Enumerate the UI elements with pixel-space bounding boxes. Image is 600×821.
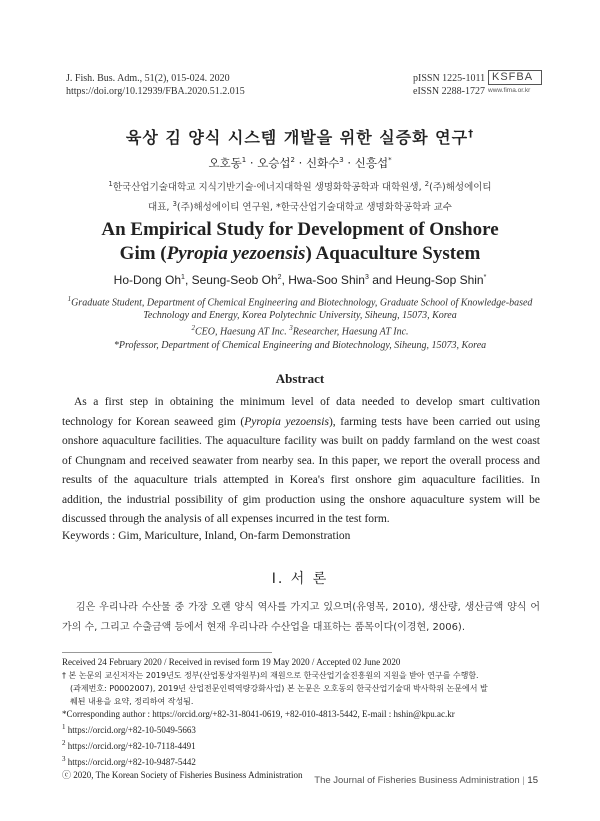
aff-line: Researcher, Haesung AT Inc. [292,326,409,338]
aff-line: 대표, [148,202,173,214]
site-url[interactable]: www.fima.or.kr [488,87,531,94]
orcid-link[interactable]: https://orcid.org/+82-10-5049-5663 [67,725,196,735]
corresponding-author: *Corresponding author : https://orcid.org/+82-31-8041-0619, +82-010-4813-5442, E-mail : hshin@kpu.ac.kr [62,709,455,719]
title-line: An Empirical Study for Development of Onshore [101,219,499,240]
author-sup: 2 [290,156,295,165]
korean-affiliations: $^1$한국산업기술대학교 지식기반기술·에너지대학원 생명화학공학과 대학원생, $^2$(주)해성에이티 대표, $^3$(주)해성에이티 연구원, *한국산업기술대학교 생명화학공학과 교수 [108,180,492,214]
english-authors: Ho-Dong Oh$^1$, Seung-Seob Oh$^2$, Hwa-Soo Shin$^3$ and Heung-Sop Shin* [113,273,487,287]
funding-note: (과제번호: P0002007), 2019년 산업전문인력역량강화사업) 본 논문은 오호동의 한국산업기술대 박사학위 논문에서 발 [70,684,488,693]
footnotes: Received 24 February 2020 / Received in revised form 19 May 2020 / Accepted 02 June 2020 † 본 논문의 교신저자는 2019년도 정부(산업통상자원부)의 재원으로 한국산업기술진흥원의 지원을 받아 연구를 수행함. (과제번호: P0002007), 2019년 산업전문인력역량강화사업) 본 논문은 오호동의 한국산업기술대 박사학위 논문에서 발 췌된 내용을 요약, 정리하여 작성됨. *Corresponding author : https://orcid.org/+82-31-8041-0619, +82-010-4813-5442, E-mail : hshin@kpu.ac.kr $^1$ https://orcid.org/+82-10-5049-5663 $^2$ https://orcid.org/+82-10-7118-4491 $^3$ https://orcid.org/+82-10-9487-5442 ⓒ 2020, The Korean Society of Fisheries Business Administration [62,656,542,782]
aff-line: 한국산업기술대학교 지식기반기술·에너지대학원 생명화학공학과 대학원생, [112,182,425,194]
title-line [0,242,600,266]
author-name: Ho-Dong Oh [113,273,182,287]
korean-authors: 오호동$^1$ · 오승섭$^2$ · 신화수$^3$ · 신흥섭* [208,156,392,170]
aff-line: Technology and Energy, Korea Polytechnic University, Siheung, 15073, Korea [143,310,457,322]
abstract-text [62,393,540,530]
english-affiliations: $^1$Graduate Student, Department of Chemical Engineering and Biotechnology, Graduate School of Knowledge-based Technology and Energy, Korea Polytechnic University, Siheung, 15073, Korea $^2$CEO, Haesung AT Inc. $^3$Researcher, Haesung AT Inc. *Professor, Department of Chemical Engineering and Biotechnology, Siheung, 15073, Korea [40,293,560,352]
author-name: 신흥섭 [354,156,389,170]
title-dagger: † [468,128,475,140]
keywords: Keywords : Gim, Mariculture, Inland, On-farm Demonstration [62,530,351,542]
page-footer: The Journal of Fisheries Business Administration | 15 [314,775,538,786]
page-number: 15 [527,775,538,786]
received-dates: Received 24 February 2020 / Received in revised form 19 May 2020 / Accepted 02 June 2020 [62,657,401,667]
footnote-divider [62,652,272,653]
author-sup: * [388,156,392,165]
journal-ref: J. Fish. Bus. Adm., 51(2), 015-024. 2020 [66,73,230,84]
species-name: Pyropia yezoensis [166,243,306,264]
aff-line: (주)해성에이티 연구원, *한국산업기술대학교 생명화학공학과 교수 [176,202,452,214]
issn-block [413,72,485,98]
copyright: ⓒ 2020, The Korean Society of Fisheries Business Administration [62,770,303,780]
author-name: 오호동 [208,156,242,170]
author-name: 오승섭 [257,156,291,170]
title-part: ) Aquaculture System [305,243,481,264]
author-name: and Heung-Sop Shin [368,273,484,287]
author-sup: 3 [339,156,344,165]
author-name: , Hwa-Soo Shin [281,273,365,287]
abstract-heading: Abstract [275,371,325,386]
aff-line: Graduate Student, Department of Chemical Engineering and Biotechnology, Graduate School of Knowledge-based [71,297,533,309]
english-title [0,218,600,266]
footer-journal: The Journal of Fisheries Business Administration [314,775,520,786]
orcid-link[interactable]: https://orcid.org/+82-10-7118-4491 [67,741,196,751]
korean-title-text: 육상 김 양식 시스템 개발을 위한 실증화 연구 [125,128,469,147]
section-body: 김은 우리나라 수산물 중 가장 오랜 양식 역사를 가지고 있으며(유영목, 2010), 생산량, 생산금액 양식 어가의 수, 그리고 수출금액 등에서 현재 우리나라 수산업을 대표하는 품목이다(이경현, 2006). [62,602,540,633]
section-heading: I. 서 론 [271,571,329,587]
pissn: pISSN 1225-1011 [413,73,486,84]
aff-line: *Professor, Department of Chemical Engineering and Biotechnology, Siheung, 15073, Korea [113,339,487,351]
logo-text: KSFBA [488,70,542,85]
author-sup: 1 [241,156,247,165]
title-part: Gim ( [119,243,167,264]
korean-title [0,125,600,148]
aff-line: CEO, Haesung AT Inc. [194,326,290,338]
abstract-part: As a first step in obtaining the minimum level of data needed to develop smart cultivation technology for Korean seaweed gim ( [62,396,540,428]
orcid-link[interactable]: https://orcid.org/+82-10-9487-5442 [67,757,196,767]
journal-citation [66,72,245,98]
author-name: , Seung-Seob Oh [184,273,278,287]
aff-line: (주)해성에이티 [429,182,492,194]
doi-link[interactable]: https://doi.org/10.12939/FBA.2020.51.2.015 [66,86,245,97]
journal-logo [488,70,542,94]
species-name: Pyropia yezoensis [244,415,329,428]
funding-note: 췌된 내용을 요약, 정리하여 작성됨. [70,697,194,706]
eissn: eISSN 2288-1727 [413,86,485,97]
funding-note: † 본 논문의 교신저자는 2019년도 정부(산업통상자원부)의 재원으로 한국산업기술진흥원의 지원을 받아 연구를 수행함. [62,671,479,680]
abstract-part: ), farming tests have been carried out using onshore aquaculture facilities. The aquaculture facility was built on paddy farmland on the west coast of Chungnam and received seawater from nearby sea. In this paper, we report the overall process and results of the aquaculture trials attempted in Korea's first onshore gim aquaculture facilities. In addition, the industrial possibility of gim production using the onshore aquaculture system will be discussed through the analysis of all expenses incurred in the test form. [62,415,540,525]
author-name: 신화수 [305,156,340,170]
